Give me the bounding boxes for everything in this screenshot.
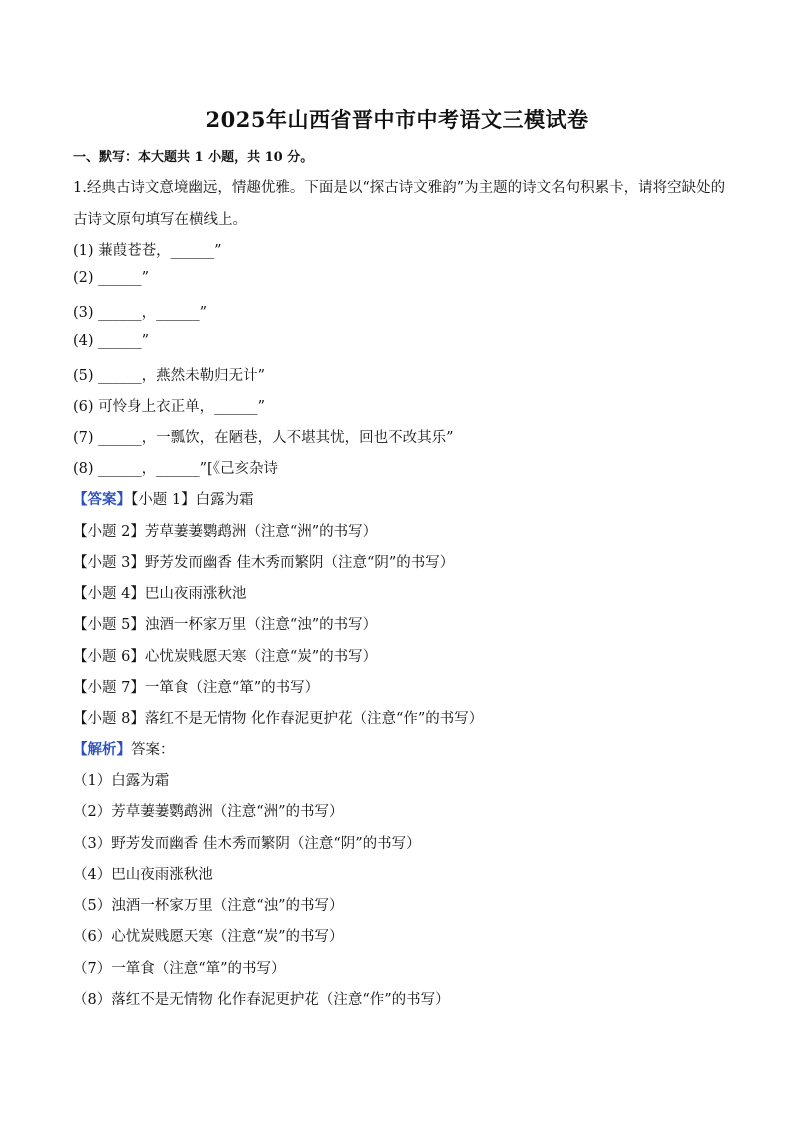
answer-item: 【小题 2】芳草萋萋鹦鹉洲（注意“洲”的书写）	[73, 524, 378, 540]
answer-label: 【答案】	[73, 491, 131, 508]
analysis-item: （6）心忧炭贱愿天寒（注意“炭”的书写）	[73, 929, 344, 945]
question-text-line-1: 1.经典古诗文意境幽远，情趣优雅。下面是以“探古诗文雅韵”为主题的诗文名句积累卡，请将空缺处的	[73, 180, 726, 196]
answer-item: 【小题 5】浊酒一杯家万里（注意“浊”的书写）	[73, 617, 378, 633]
question-item: (4) ______”	[73, 333, 150, 349]
question-item: (3) ______，______”	[73, 305, 208, 321]
analysis-item: （5）浊酒一杯家万里（注意“浊”的书写）	[73, 898, 344, 914]
analysis-label: 【解析】	[73, 741, 131, 758]
question-item: (7) ______，一瓢饮，在陋巷，人不堪其忧，回也不改其乐”	[73, 430, 454, 446]
analysis-item: （8）落红不是无情物 化作春泥更护花（注意“作”的书写）	[73, 992, 450, 1008]
analysis-line	[73, 738, 175, 759]
analysis-item: （7）一箪食（注意“箪”的书写）	[73, 961, 286, 977]
answer-item: 【小题 7】一箪食（注意“箪”的书写）	[73, 680, 320, 696]
answer-item: 【小题 6】心忧炭贱愿天寒（注意“炭”的书写）	[73, 649, 378, 665]
section-heading: 一、默写：本大题共 1 小题，共 10 分。	[73, 150, 314, 165]
answer-item: 【小题 8】落红不是无情物 化作春泥更护花（注意“作”的书写）	[73, 711, 484, 727]
analysis-intro: 答案：	[131, 742, 175, 758]
question-item: (2) ______”	[73, 270, 150, 286]
analysis-item: （1）白露为霜	[73, 773, 170, 789]
question-text-line-2: 古诗文原句填写在横线上。	[73, 212, 247, 228]
answer-item: 【小题 4】巴山夜雨涨秋池	[73, 586, 247, 602]
question-item: (6) 可怜身上衣正单，______”	[73, 399, 266, 415]
question-item: (1) 蒹葭苍苍，______”	[73, 243, 222, 259]
page-title: 2025年山西省晋中市中考语文三模试卷	[205, 107, 589, 132]
analysis-item: （4）巴山夜雨涨秋池	[73, 867, 213, 883]
question-item: (5) ______，燕然未勒归无计”	[73, 368, 266, 384]
answer-line	[73, 488, 254, 509]
question-item: (8) ______，______”[《己亥杂诗	[73, 461, 278, 477]
answer-item: 【小题 3】野芳发而幽香 佳木秀而繁阴（注意“阴”的书写）	[73, 555, 455, 571]
analysis-item: （2）芳草萋萋鹦鹉洲（注意“洲”的书写）	[73, 804, 344, 820]
analysis-item: （3）野芳发而幽香 佳木秀而繁阴（注意“阴”的书写）	[73, 836, 421, 852]
answer-item: 【小题 1】白露为霜	[131, 492, 254, 508]
